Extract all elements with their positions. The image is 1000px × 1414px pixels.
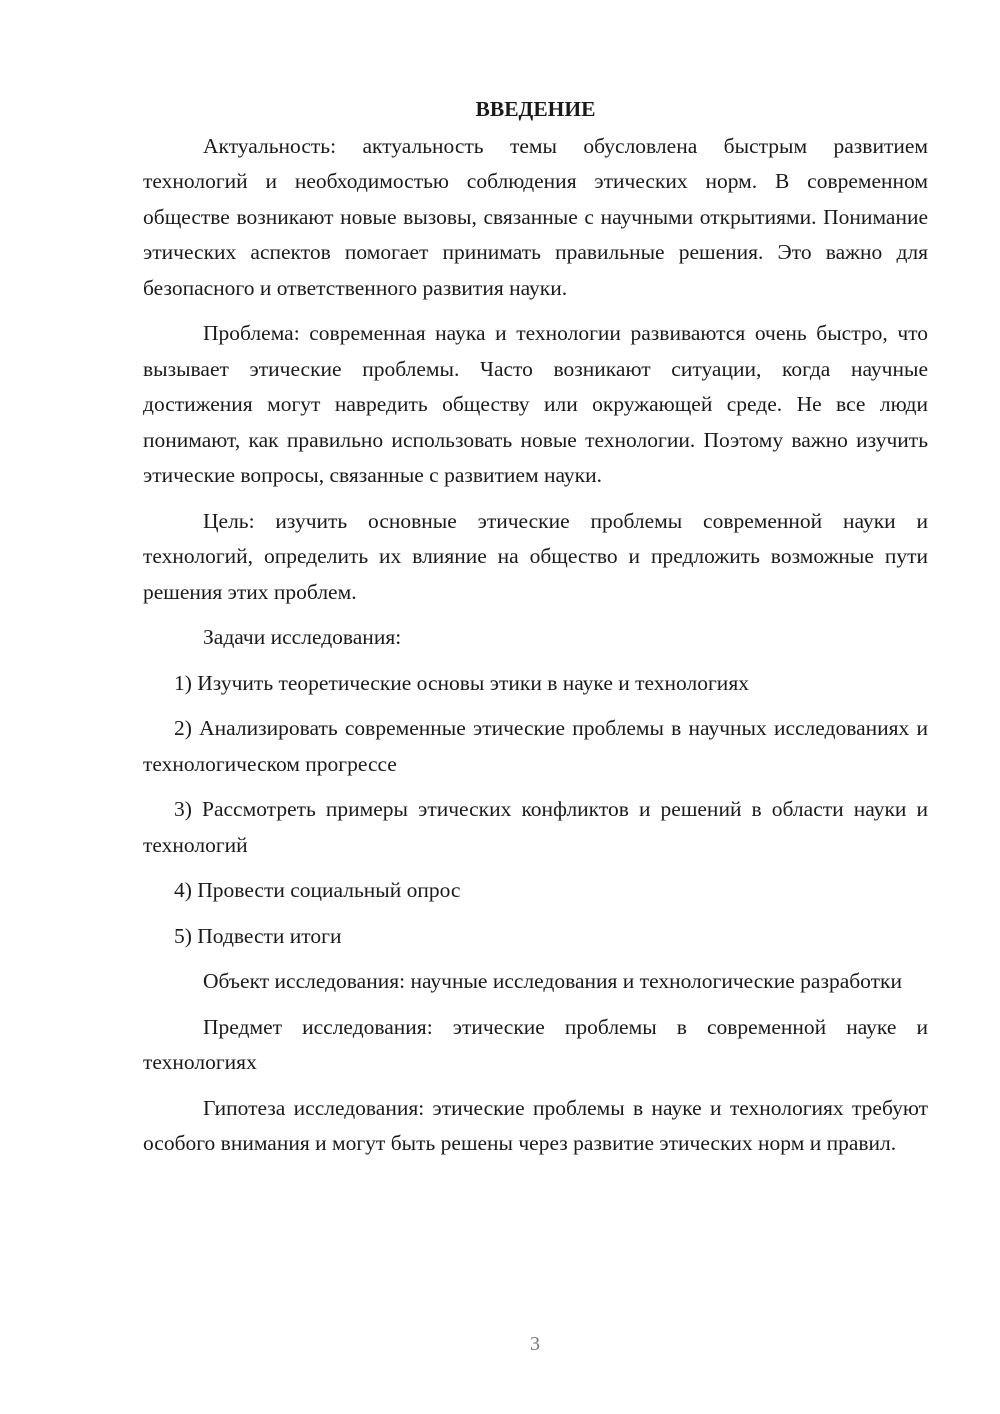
hypothesis-paragraph: Гипотеза исследования: этические проблемы в науке и технологиях требуют особого внимания и могут быть решены через развитие этических норм и правил. (143, 1095, 928, 1155)
task-item: 1) Изучить теоретические основы этики в науке и технологиях (174, 670, 749, 695)
subject-paragraph: Предмет исследования: этические проблемы в современной науке и технологиях (143, 1014, 928, 1074)
goal-paragraph: Цель: изучить основные этические проблемы современной науки и технологий, определить их влияние на общество и предложить возможные пути решения этих проблем. (143, 508, 928, 604)
problem-paragraph: Проблема: современная наука и технологии развиваются очень быстро, что вызывает этические проблемы. Часто возникают ситуации, когда научные достижения могут навредить обществу или окружающей среде. Не все люди понимают, как правильно использовать новые технологии. Поэтому важно изучить этические вопросы, связанные с развитием науки. (143, 321, 928, 487)
task-item: 2) Анализировать современные этические проблемы в научных исследованиях и технологическом прогрессе (143, 716, 928, 776)
document-page (143, 92, 928, 1172)
task-item: 5) Подвести итоги (174, 923, 342, 948)
page-title: ВВЕДЕНИЕ (475, 97, 596, 121)
task-item: 4) Провести социальный опрос (174, 878, 461, 902)
task-item: 3) Рассмотреть примеры этических конфликтов и решений в области науки и технологий (143, 797, 928, 857)
page-number: 3 (530, 1333, 540, 1355)
relevance-paragraph: Актуальность: актуальность темы обусловлена быстрым развитием технологий и необходимостью соблюдения этических норм. В современном обществе возникают новые вызовы, связанные с научными открытиями. Понимание этических аспектов помогает принимать правильные решения. Это важно для безопасного и ответственного развития науки. (143, 133, 928, 300)
tasks-heading: Задачи исследования: (203, 625, 402, 649)
object-paragraph: Объект исследования: научные исследования и технологические разработки (203, 969, 902, 993)
